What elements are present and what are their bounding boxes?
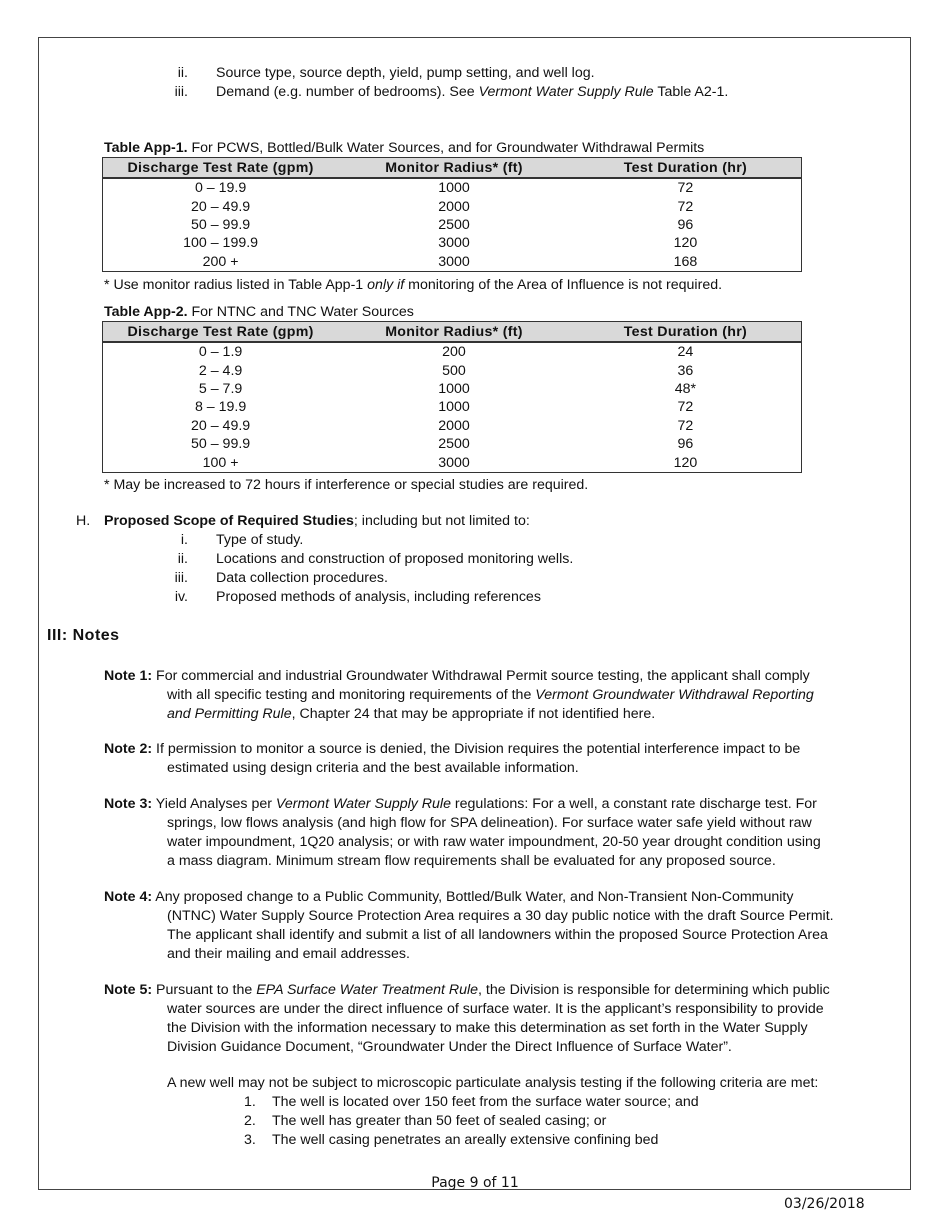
table-cell: 50 – 99.9 (191, 436, 251, 453)
note-2: Note 2: If permission to monitor a source is denied, the Division requires the potential interference impact to be estimated using design criteria and the best available information. (104, 741, 801, 776)
notes-heading: III: Notes (47, 627, 120, 644)
note-1: Note 1: For commercial and industrial Groundwater Withdrawal Permit source testing, the applicant shall comply with all specific testing and monitoring requirements of the Vermont Groundwater Withdrawal Reporting and Permitting Rule, Chapter 24 that may be appropriate if not identified here. (104, 668, 814, 722)
table-cell: 50 – 99.9 (191, 216, 251, 233)
list-item: Proposed methods of analysis, including references (216, 589, 541, 605)
column-header: Test Duration (hr) (570, 158, 802, 179)
table-header-row (103, 322, 802, 343)
table2-caption: Table App-2. For NTNC and TNC Water Sources (104, 304, 414, 320)
column-header: Discharge Test Rate (gpm) (103, 158, 339, 179)
table-cell: 72 (677, 417, 694, 434)
table-cell: 96 (677, 216, 694, 233)
table-cell: 100 + (202, 454, 239, 471)
table-row (103, 361, 802, 379)
table-cell: 20 – 49.9 (191, 417, 251, 434)
table-row (103, 435, 802, 453)
list-item: Type of study. (216, 532, 304, 548)
list-num: i. (180, 532, 188, 548)
list-num: iv. (174, 589, 188, 605)
table1-footnote: * Use monitor radius listed in Table App-1 only if monitoring of the Area of Influence is not required. (104, 277, 723, 293)
table2-footnote: * May be increased to 72 hours if interference or special studies are required. (104, 477, 589, 493)
list-num: 3. (244, 1132, 256, 1148)
list-num: iii. (174, 84, 188, 100)
table-cell: 2000 (438, 198, 470, 215)
list-item: The well has greater than 50 feet of sealed casing; or (272, 1113, 607, 1129)
table-cell: 20 – 49.9 (191, 198, 251, 215)
list-item: Demand (e.g. number of bedrooms). See Vermont Water Supply Rule Table A2-1. (216, 84, 729, 100)
table-cell: 5 – 7.9 (198, 380, 243, 397)
section-letter: H. (76, 513, 91, 529)
section-title: Proposed Scope of Required Studies; including but not limited to: (104, 513, 530, 529)
table-cell: 2500 (438, 436, 470, 453)
table-cell: 120 (673, 454, 698, 471)
table-row (103, 453, 802, 472)
table-row (103, 342, 802, 361)
table-row (103, 234, 802, 252)
table-cell: 48* (674, 380, 697, 397)
note-4: Note 4: Any proposed change to a Public Community, Bottled/Bulk Water, and Non-Transient Non-Community (NTNC) Water Supply Source Protection Area requires a 30 day public notice with the draft Source Permit. The applicant shall identify and submit a list of all landowners within the proposed Source Protection Area and their mailing and email addresses. (104, 889, 834, 962)
list-num: ii. (177, 65, 188, 81)
table1 (102, 157, 802, 272)
document-date: 03/26/2018 (784, 1196, 865, 1212)
table-cell: 500 (442, 362, 466, 379)
table-cell: 1000 (438, 180, 470, 197)
note-5-paragraph: A new well may not be subject to microscopic particulate analysis testing if the following criteria are met: (167, 1075, 819, 1091)
table-cell: 120 (673, 235, 698, 252)
table-cell: 8 – 19.9 (194, 399, 247, 416)
table-cell: 0 – 1.9 (198, 344, 243, 361)
table-row (103, 178, 802, 197)
table-cell: 168 (673, 253, 698, 270)
table-cell: 36 (677, 362, 694, 379)
list-num: iii. (174, 570, 188, 586)
table-row (103, 398, 802, 416)
table-cell: 24 (677, 344, 694, 361)
column-header: Monitor Radius* (ft) (338, 158, 570, 179)
column-header: Monitor Radius* (ft) (338, 322, 570, 343)
table-cell: 2500 (438, 216, 470, 233)
list-item: The well casing penetrates an areally extensive confining bed (272, 1132, 659, 1148)
table-cell: 2 – 4.9 (198, 362, 243, 379)
table-cell: 96 (677, 436, 694, 453)
table-row (103, 253, 802, 272)
table-cell: 3000 (438, 235, 470, 252)
table-cell: 0 – 19.9 (194, 180, 247, 197)
table1-caption: Table App-1. For PCWS, Bottled/Bulk Water Sources, and for Groundwater Withdrawal Permits (104, 140, 705, 156)
list-item: Locations and construction of proposed monitoring wells. (216, 551, 574, 567)
table-row (103, 417, 802, 435)
table-cell: 200 + (202, 253, 239, 270)
table-cell: 1000 (438, 380, 470, 397)
table2 (102, 321, 802, 473)
table-row (103, 197, 802, 215)
list-num: 1. (244, 1094, 256, 1110)
list-num: 2. (244, 1113, 256, 1129)
column-header: Discharge Test Rate (gpm) (103, 322, 339, 343)
page-number: Page 9 of 11 (431, 1175, 519, 1191)
column-header: Test Duration (hr) (570, 322, 802, 343)
table-cell: 2000 (438, 417, 470, 434)
list-item: Source type, source depth, yield, pump setting, and well log. (216, 65, 595, 81)
list-item: Data collection procedures. (216, 570, 388, 586)
list-item: The well is located over 150 feet from the surface water source; and (272, 1094, 699, 1110)
table-row (103, 380, 802, 398)
list-num: ii. (177, 551, 188, 567)
table-cell: 1000 (438, 399, 470, 416)
table-cell: 72 (677, 198, 694, 215)
table-cell: 3000 (438, 253, 470, 270)
table-cell: 3000 (438, 454, 470, 471)
table-cell: 200 (442, 344, 466, 361)
table-header-row (103, 158, 802, 179)
note-5: Note 5: Pursuant to the EPA Surface Water Treatment Rule, the Division is responsible for determining which public water sources are under the direct influence of surface water. It is the applicant’s responsibility to provide the Division with the information necessary to make this determination as set forth in the Water Supply Division Guidance Document, “Groundwater Under the Direct Influence of Surface Water”. (104, 982, 830, 1055)
note-3: Note 3: Yield Analyses per Vermont Water Supply Rule regulations: For a well, a constant rate discharge test. For springs, low flows analysis (and high flow for SPA delineation). For surface water safe yield without raw water impoundment, 1Q20 analysis; or with raw water impoundment, 20-50 year drought condition using a mass diagram. Minimum stream flow requirements shall be evaluated for any proposed source. (104, 796, 821, 869)
table-row (103, 216, 802, 234)
table-cell: 72 (677, 399, 694, 416)
table-cell: 100 – 199.9 (183, 235, 259, 252)
table-cell: 72 (677, 180, 694, 197)
